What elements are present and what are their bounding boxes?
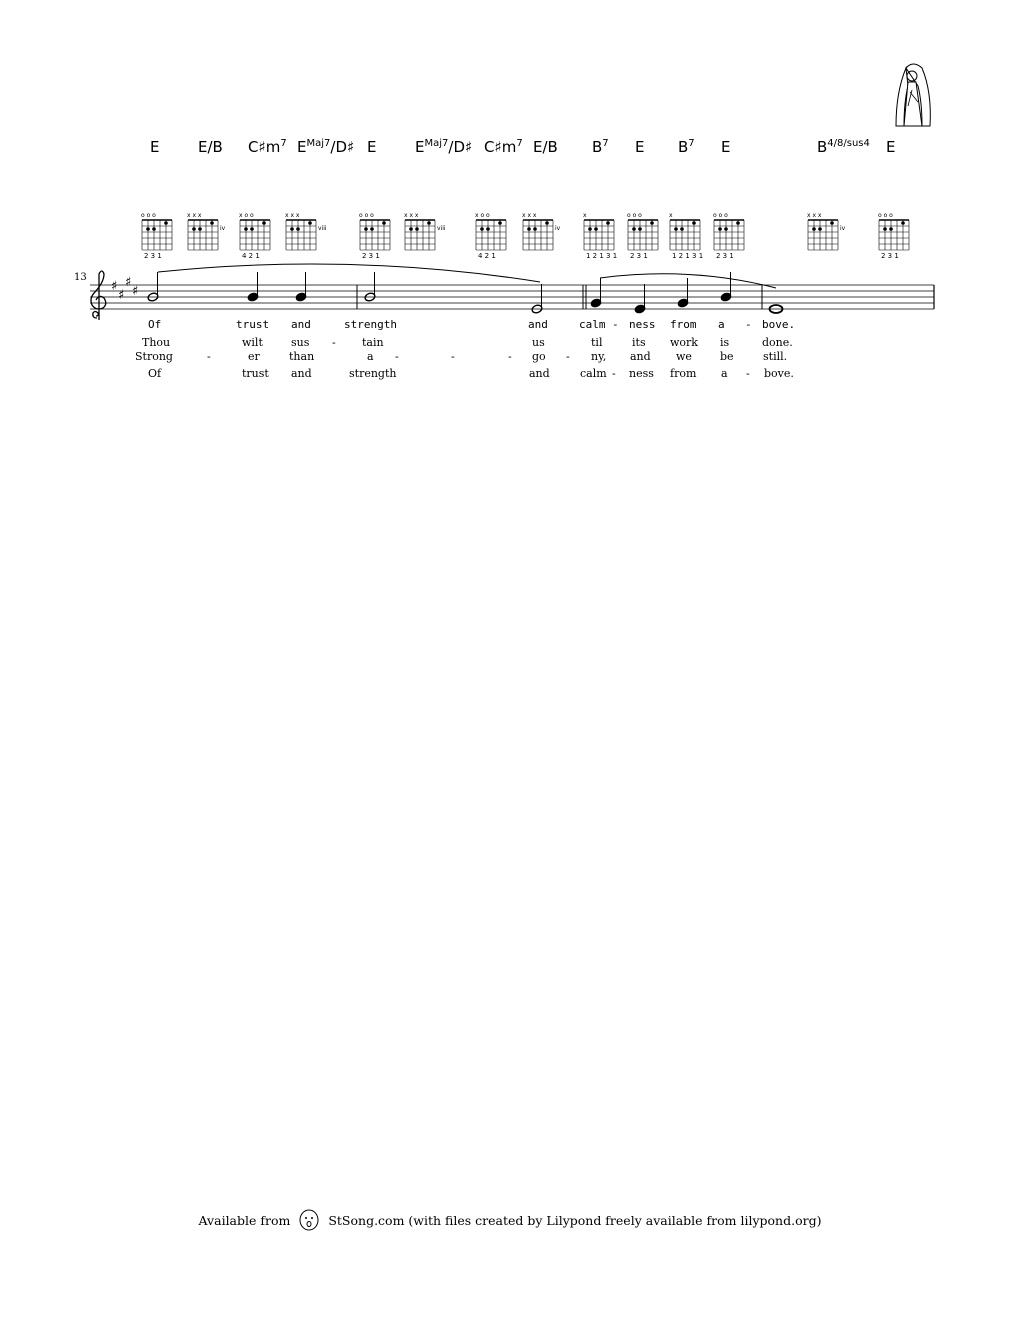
string-markers: x x x xyxy=(807,212,822,219)
chord-name xyxy=(635,138,644,156)
lyric-syllable: and xyxy=(529,367,550,380)
string-markers: o o o xyxy=(878,212,893,219)
chord-name xyxy=(484,138,523,156)
lyric-hyphen: - xyxy=(508,350,512,363)
fret-diagram xyxy=(359,212,390,260)
lyric-syllable: a xyxy=(367,350,374,363)
chord-root: E xyxy=(415,138,425,156)
string-markers: x x x xyxy=(187,212,202,219)
chord-name xyxy=(367,138,376,156)
chord-extension: 4/8/sus4 xyxy=(827,138,870,149)
fret-diagram xyxy=(522,212,561,250)
lyric-syllable: go xyxy=(532,350,546,363)
finger-numbers: 2 3 1 xyxy=(630,252,648,260)
string-markers: x x x xyxy=(285,212,300,219)
finger-numbers: 4 2 1 xyxy=(242,252,260,260)
footer-prefix: Available from xyxy=(198,1213,291,1228)
fret-diagram xyxy=(669,212,703,260)
lyric-syllable: still. xyxy=(763,350,788,363)
finger-numbers: 1 2 1 3 1 xyxy=(586,252,618,260)
lyric-syllable: til xyxy=(591,336,603,349)
footer xyxy=(0,1208,1020,1235)
chord-name xyxy=(592,138,609,156)
lyric-syllable: trust xyxy=(242,367,269,380)
lyric-syllable: is xyxy=(720,336,730,349)
lyric-syllable: work xyxy=(670,336,698,349)
lyric-syllable: bove. xyxy=(764,367,794,380)
fret-diagram xyxy=(713,212,744,260)
string-markers: o o o xyxy=(713,212,728,219)
chord-name xyxy=(817,138,870,156)
lyric-hyphen: - xyxy=(332,336,336,349)
finger-numbers: 2 3 1 xyxy=(144,252,162,260)
lyric-syllable: and xyxy=(291,318,311,331)
key-signature-sharps xyxy=(111,275,138,303)
fret-diagram xyxy=(285,212,327,250)
fret-diagram xyxy=(475,212,506,260)
fret-diagrams-row xyxy=(0,200,1020,262)
footer-suffix: StSong.com (with files created by Lilypond freely available from lilypond.org) xyxy=(328,1213,822,1228)
string-markers: x x x xyxy=(404,212,419,219)
lyric-syllable: sus xyxy=(291,336,310,349)
lyric-syllable: trust xyxy=(236,318,270,331)
fret-position: iv xyxy=(840,225,846,232)
lyric-syllable: tain xyxy=(362,336,384,349)
fret-diagram xyxy=(583,212,617,260)
fret-diagram xyxy=(187,212,226,250)
fret-position: iv xyxy=(555,225,561,232)
staff-lines xyxy=(90,285,934,309)
finger-numbers: 2 3 1 xyxy=(362,252,380,260)
lyric-syllable: and xyxy=(528,318,548,331)
lyric-syllable: we xyxy=(676,350,692,363)
chord-root: E xyxy=(150,138,160,156)
chord-root: E/B xyxy=(198,138,223,156)
chord-extension: 7 xyxy=(602,138,609,149)
fret-diagram xyxy=(239,212,270,260)
lyric-syllable: ness xyxy=(629,318,656,331)
chord-bass: /D♯ xyxy=(330,138,355,156)
chord-extension: Maj7 xyxy=(306,138,331,149)
lyric-hyphen: - xyxy=(746,367,750,380)
fret-diagram xyxy=(807,212,846,250)
chord-extension: 7 xyxy=(280,138,287,149)
angel-logo-icon xyxy=(892,62,934,132)
svg-text:♯: ♯ xyxy=(111,279,118,294)
lyric-syllable: us xyxy=(532,336,545,349)
chord-name xyxy=(533,138,558,156)
fret-position: viii xyxy=(318,225,327,232)
lyric-syllable: and xyxy=(291,367,312,380)
lyric-syllable: ny, xyxy=(591,350,607,363)
chord-root: E xyxy=(367,138,377,156)
lyric-syllable: and xyxy=(630,350,651,363)
lyric-hyphen: - xyxy=(612,367,616,380)
notes xyxy=(147,272,934,314)
chord-root: C♯m xyxy=(248,138,281,156)
singing-face-icon xyxy=(298,1208,320,1235)
string-markers: o o o xyxy=(359,212,374,219)
lyric-syllable: from xyxy=(670,367,697,380)
lyric-hyphen: - xyxy=(207,350,211,363)
lyric-syllable: a xyxy=(718,318,725,331)
lyric-syllable: Strong xyxy=(135,350,173,363)
chord-root: C♯m xyxy=(484,138,517,156)
chord-name xyxy=(297,138,354,156)
svg-text:♯: ♯ xyxy=(132,284,139,299)
string-markers: x xyxy=(583,212,587,219)
lyric-syllable: bove. xyxy=(762,318,796,331)
finger-numbers: 2 3 1 xyxy=(881,252,899,260)
finger-numbers: 1 2 1 3 1 xyxy=(672,252,704,260)
measure-number: 13 xyxy=(74,272,87,283)
chord-root: E xyxy=(297,138,307,156)
svg-text:♯: ♯ xyxy=(125,275,132,290)
string-markers: o o o xyxy=(627,212,642,219)
chord-root: E xyxy=(721,138,731,156)
slur xyxy=(158,264,540,282)
lyric-hyphen: - xyxy=(566,350,570,363)
lyric-syllable: than xyxy=(289,350,315,363)
finger-numbers: 2 3 1 xyxy=(716,252,734,260)
chord-root: E/B xyxy=(533,138,558,156)
chord-root: E xyxy=(635,138,645,156)
treble-clef-icon xyxy=(91,271,106,320)
lyric-syllable: from xyxy=(670,318,697,331)
string-markers: x x x xyxy=(522,212,537,219)
lyric-syllable: its xyxy=(632,336,646,349)
lyric-syllable: Of xyxy=(148,367,162,380)
lyric-syllable: done. xyxy=(762,336,793,349)
chord-name xyxy=(415,138,472,156)
lyric-syllable: ness xyxy=(629,367,654,380)
finger-numbers: 4 2 1 xyxy=(478,252,496,260)
lyric-syllable: calm xyxy=(580,367,607,380)
fret-diagram xyxy=(141,212,172,260)
chord-root: B xyxy=(678,138,689,156)
svg-text:♯: ♯ xyxy=(118,288,125,303)
chord-root: B xyxy=(817,138,828,156)
lyric-hyphen: - xyxy=(612,318,619,331)
chord-name xyxy=(721,138,730,156)
chord-name xyxy=(886,138,895,156)
chord-root: E xyxy=(886,138,896,156)
fret-diagram xyxy=(878,212,909,260)
lyric-syllable: wilt xyxy=(242,336,263,349)
lyric-hyphen: - xyxy=(451,350,455,363)
chord-bass: /D♯ xyxy=(448,138,473,156)
lyric-syllable: strength xyxy=(344,318,397,331)
lyric-syllable: be xyxy=(720,350,734,363)
fret-position: iv xyxy=(220,225,226,232)
chord-name xyxy=(198,138,223,156)
lyric-syllable: a xyxy=(721,367,728,380)
string-markers: x o o xyxy=(475,212,490,219)
lyric-syllable: strength xyxy=(349,367,397,380)
chord-name xyxy=(150,138,159,156)
lyric-hyphen: - xyxy=(745,318,752,331)
fret-diagram xyxy=(404,212,446,250)
chord-name xyxy=(678,138,695,156)
string-markers: x o o xyxy=(239,212,254,219)
lyric-syllable: Of xyxy=(148,318,162,331)
chord-extension: 7 xyxy=(688,138,695,149)
lyric-hyphen: - xyxy=(395,350,399,363)
string-markers: x xyxy=(669,212,673,219)
chord-name xyxy=(248,138,287,156)
fret-position: viii xyxy=(437,225,446,232)
lyric-syllable: calm xyxy=(579,318,606,331)
chord-root: B xyxy=(592,138,603,156)
chord-extension: Maj7 xyxy=(424,138,449,149)
string-markers: o o o xyxy=(141,212,156,219)
chord-extension: 7 xyxy=(516,138,523,149)
lyric-syllable: Thou xyxy=(142,336,171,349)
fret-diagram xyxy=(627,212,658,260)
lyric-syllable: er xyxy=(248,350,260,363)
